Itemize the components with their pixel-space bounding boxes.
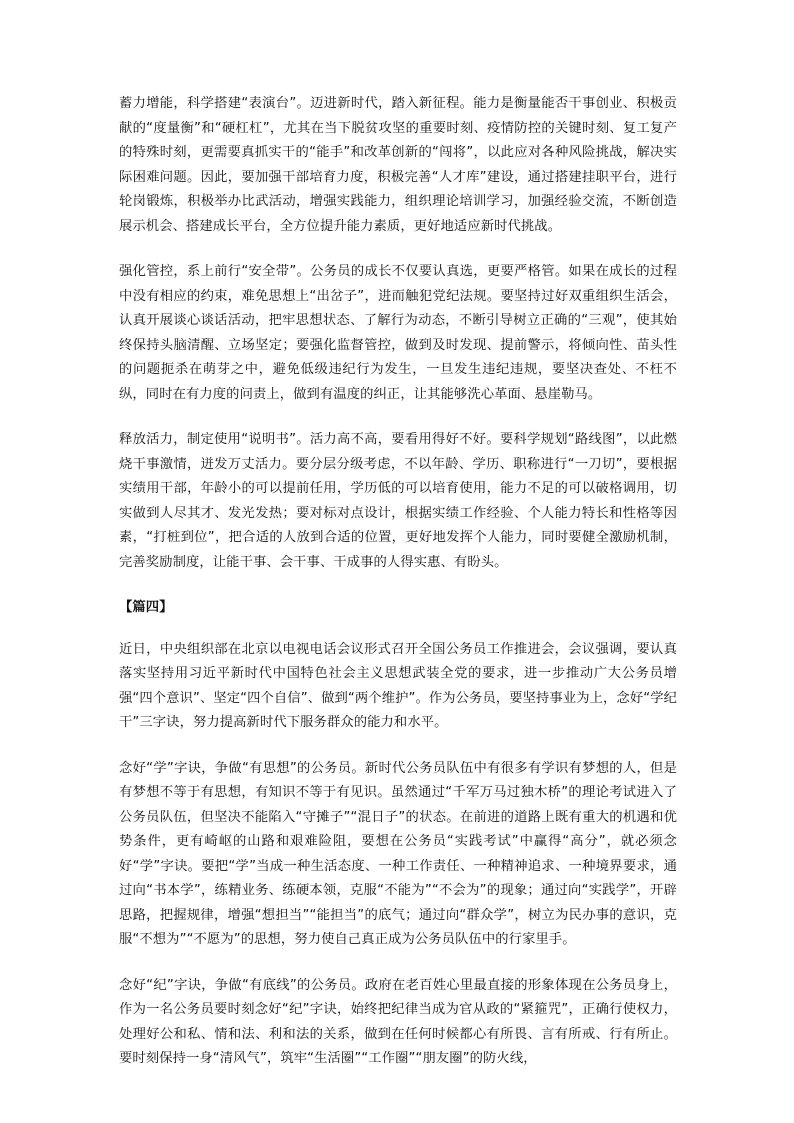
section-heading: 【篇四】 bbox=[119, 600, 173, 615]
paragraph-5: 念好“学”字诀，争做“有思想”的公务员。新时代公务员队伍中有很多有学识有梦想的人，但是有梦想不等于有思想，有知识不等于有见识。虽然通过“千军万马过独木桥”的理论考试进入了公务员队伍，但坚决不能陷入“守摊子”“混日子”的状态。在前进的道路上既有重大的机遇和优势条件，更有崎岖的山路和艰难险阻，要想在公务员“实践考试”中赢得“高分”，就必须念好“学”字诀。要把“学”当成一种生活态度、一种工作责任、一种精神追求、一种境界要求，通过向“书本学”，练精业务、练硬本领，克服“不能为”“不会为”的现象；通过向“实践学”，开辟思路，把握规律，增强“想担当”“能担当”的底气；通过向“群众学”，树立为民办事的意识，克服“不想为”“不愿为”的思想，努力使自己真正成为公务员队伍中的行家里手。 bbox=[119, 760, 677, 947]
paragraph-3: 释放活力，制定使用“说明书”。活力高不高，要看用得好不好。要科学规划“路线图”，以此燃烧干事激情，迸发万丈活力。要分层分级考虑，不以年龄、学历、职称进行“一刀切”，要根据实绩用干部，年龄小的可以提前任用，学历低的可以培育使用，能力不足的可以破格调用，切实做到人尽其才、发光发热；要对标对点设计，根据实绩工作经验、个人能力特长和性格等因素，“打桩到位”，把合适的人放到合适的位置，更好地发挥个人能力，同时要健全激励机制，完善奖励制度，让能干事、会干事、干成事的人得实惠、有盼头。 bbox=[119, 432, 677, 570]
paragraph-2: 强化管控，系上前行“安全带”。公务员的成长不仅要认真选，更要严格管。如果在成长的过程中没有相应的约束，难免思想上“出岔子”，进而触犯党纪法规。要坚持过好双重组织生活会，认真开展谈心谈话活动，把牢思想状态、了解行为动态，不断引导树立正确的“三观”，使其始终保持头脑清醒、立场坚定；要强化监督管控，做到及时发现、提前警示，将倾向性、苗头性的问题扼杀在萌芽之中，避免低级违纪行为发生，一旦发生违纪违规，要坚决查处、不枉不纵，同时在有力度的问责上，做到有温度的纠正，让其能够洗心革面、悬崖勒马。 bbox=[119, 264, 677, 402]
document-page bbox=[119, 92, 677, 1093]
paragraph-6: 念好“纪”字诀，争做“有底线”的公务员。政府在老百姓心里最直接的形象体现在公务员身上，作为一名公务员要时刻念好“纪”字诀，始终把纪律当成为官从政的“紧箍咒”，正确行使权力，处理好公和私、情和法、利和法的关系，做到在任何时候都心有所畏、言有所戒、行有所止。要时刻保持一身“清风气”，筑牢“生活圈”“工作圈”“朋友圈”的防火线， bbox=[119, 977, 677, 1066]
paragraph-1: 蓄力增能，科学搭建“表演台”。迈进新时代，踏入新征程。能力是衡量能否干事创业、积极贡献的“度量衡”和“硬杠杠”，尤其在当下脱贫攻坚的重要时刻、疫情防控的关键时刻、复工复产的特殊时刻，更需要真抓实干的“能手”和改革创新的“闯将”，以此应对各种风险挑战，解决实际困难问题。因此，要加强干部培育力度，积极完善“人才库”建设，通过搭建挂职平台，进行轮岗锻炼，积极举办比武活动，增强实践能力，组织理论培训学习，加强经验交流，不断创造展示机会、搭建成长平台，全方位提升能力素质，更好地适应新时代挑战。 bbox=[119, 96, 677, 234]
paragraph-4: 近日，中央组织部在北京以电视电话会议形式召开全国公务员工作推进会，会议强调，要认真落实坚持用习近平新时代中国特色社会主义思想武装全党的要求，进一步推动广大公务员增强“四个意识”、坚定“四个自信”、做到“两个维护”。作为公务员，要坚持事业为上，念好“学纪干”三字诀，努力提高新时代下服务群众的能力和水平。 bbox=[119, 641, 678, 730]
